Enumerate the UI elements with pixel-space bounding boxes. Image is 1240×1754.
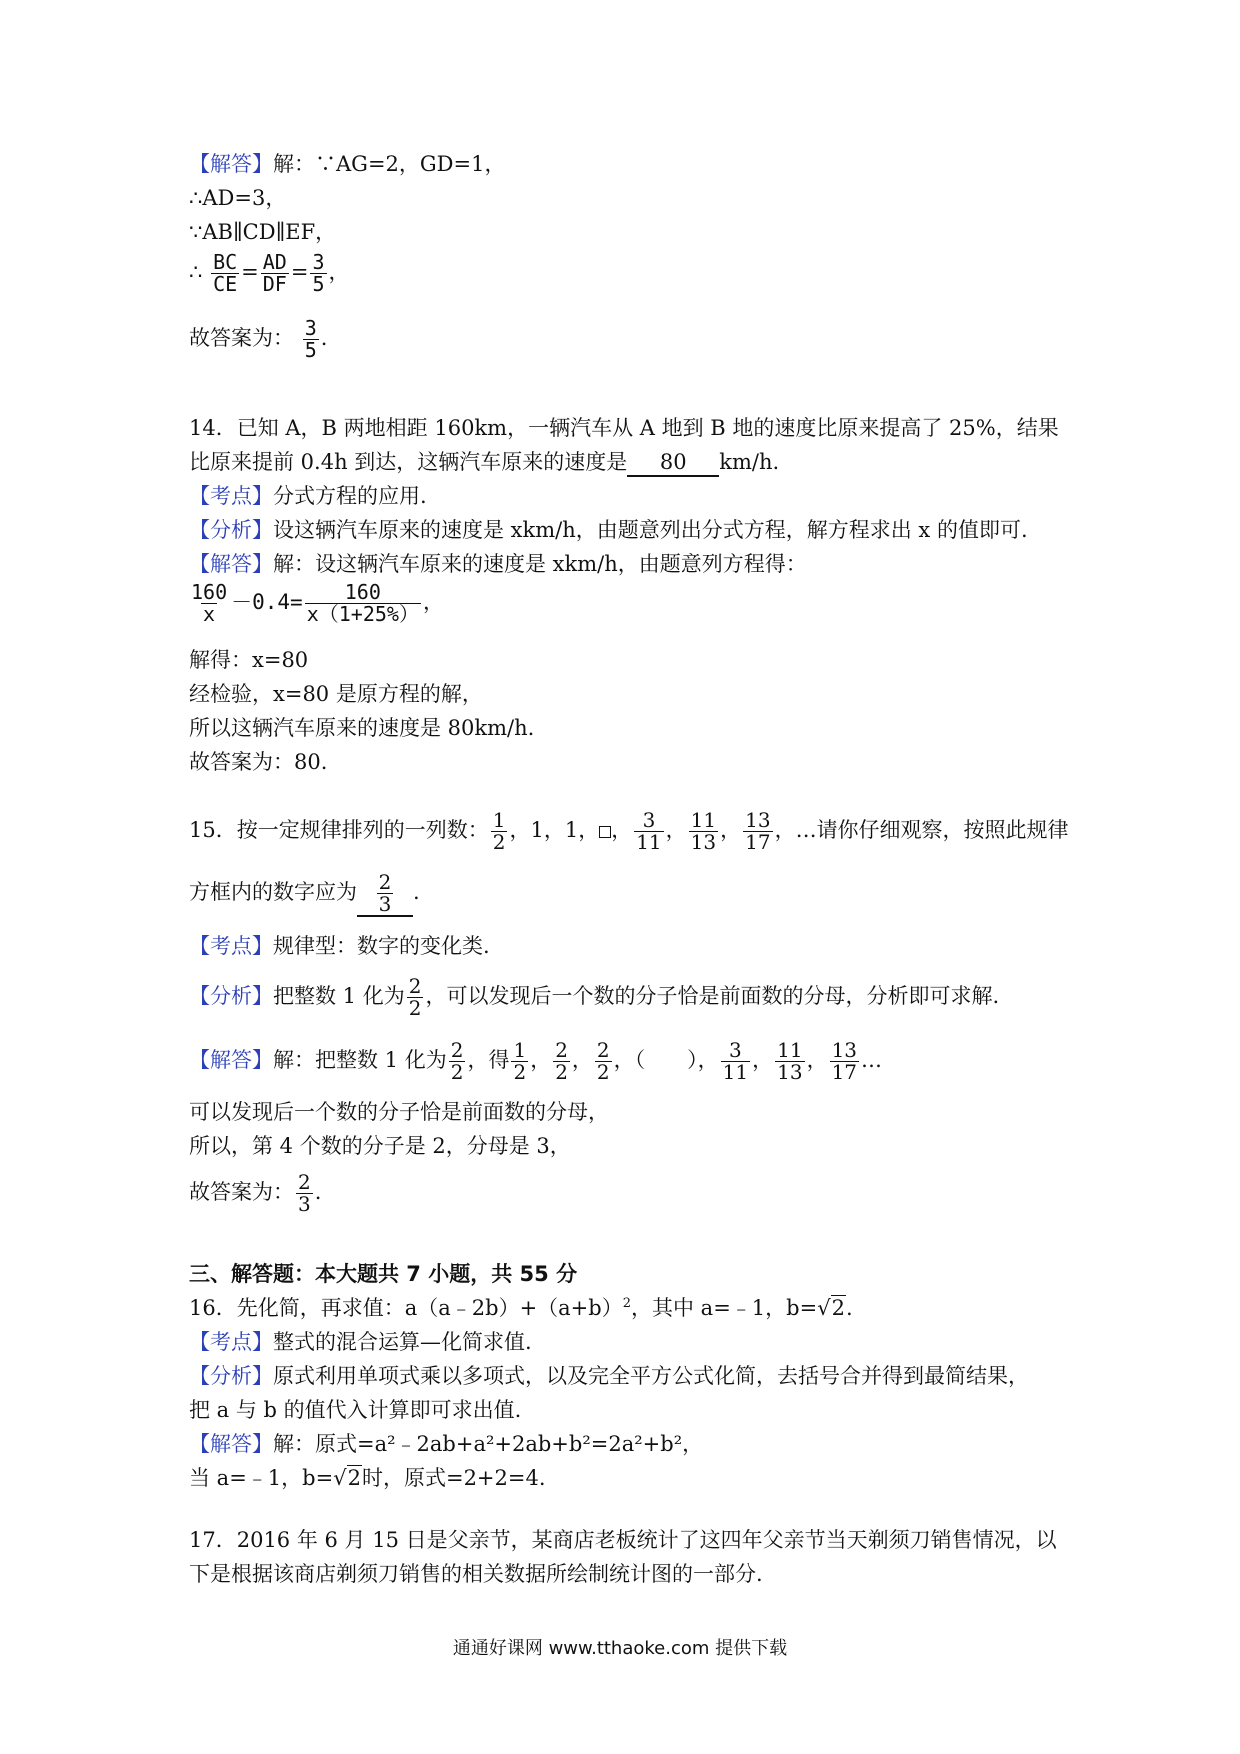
fraction-160-x-125: $\frac{160}{x(1+25\%)}$ [306, 580, 419, 626]
blank-box-icon [599, 826, 611, 838]
q16-answer: 【解答】解：原式=a²﹣2ab+a²+2ab+b²=2a²+b²， [189, 1432, 704, 1456]
q15-stem-line2: 方框内的数字应为 $\frac{2}{3}$ . [189, 870, 420, 916]
q16-analysis2: 把 a 与 b 的值代入计算即可求出值. [189, 1398, 522, 1422]
q15-final-answer: 故答案为： $\frac{2}{3}$ . [189, 1170, 322, 1216]
q15-topic: 【考点】规律型：数字的变化类. [189, 934, 490, 958]
q15-stem-line1: 15．按一定规律排列的一列数： $\frac{1}{2}$ ，1，1， ， $\frac{3}{11}$ ， $\frac{11}{13}$ ， $\frac{13}{17}$ ，…请你仔细观察，按照此规律 [189, 808, 1069, 854]
q17-stem-line2: 下是根据该商店剃须刀销售的相关数据所绘制统计图的一部分. [189, 1562, 763, 1586]
fraction-3-5: $\frac{3}{5}$ [312, 250, 325, 296]
q14-analysis: 【分析】设这辆汽车原来的速度是 xkm/h，由题意列出分式方程，解方程求出 x 的值即可. [189, 518, 1028, 542]
q16-stem: 16．先化简，再求值：$a(a﹣2b)+(a+b)^2$，其中 a=﹣1，b=√2. [189, 1296, 853, 1320]
q14-step1: 解得：x=80 [189, 648, 309, 672]
q13-final-answer: 故答案为： $\frac{3}{5}$ . [189, 316, 328, 362]
section-heading: 三、解答题：本大题共 7 小题，共 55 分 [189, 1262, 578, 1286]
q15-analysis: 【分析】把整数 1 化为 $\frac{2}{2}$ ，可以发现后一个数的分子恰是前面数的分母，分析即可求解. [189, 974, 1000, 1020]
answer-blank: $\frac{2}{3}$ [357, 872, 413, 917]
q14-answer: 【解答】解：设这辆汽车原来的速度是 xkm/h，由题意列方程得： [189, 552, 807, 576]
q15-answer: 【解答】解：把整数 1 化为 $\frac{2}{2}$ ，得 $\frac{1}{2}$ ， $\frac{2}{2}$ ， $\frac{2}{2}$ ，（ ）， $\frac{3}{11}$ ， $\frac{11}{13}$ ， $\frac{13}{17}$ … [189, 1038, 883, 1084]
q16-analysis1: 【分析】原式利用单项式乘以多项式，以及完全平方公式化简，去括号合并得到最简结果， [189, 1364, 1029, 1388]
q16-topic: 【考点】整式的混合运算—化简求值. [189, 1330, 532, 1354]
q14-step3: 所以这辆汽车原来的速度是 80km/h. [189, 716, 535, 740]
q14-step4: 故答案为：80. [189, 750, 328, 774]
q14-step2: 经检验，x=80 是原方程的解， [189, 682, 483, 706]
q13-ratio-line: ∴ $\frac{BC}{CE}$ = $\frac{AD}{DF}$ = $\frac{3}{5}$ ， [189, 250, 350, 296]
q15-step1: 可以发现后一个数的分子恰是前面数的分母， [189, 1100, 609, 1124]
q15-step2: 所以，第 4 个数的分子是 2，分母是 3， [189, 1134, 571, 1158]
q14-stem-line2: 比原来提前 0.4h 到达，这辆汽车原来的速度是 80 km/h. [189, 450, 779, 477]
page-footer: 通通好课网 www.tthaoke.com 提供下载 [452, 1638, 788, 1659]
q14-topic: 【考点】分式方程的应用. [189, 484, 427, 508]
q14-equation: $\frac{160}{x}$ －0.4= $\frac{160}{x(1+25\%)}$ ， [191, 580, 444, 626]
fraction-1-2: $\frac{1}{2}$ [492, 808, 506, 854]
q13-answer-line1: 【解答】解：∵AG=2，GD=1， [189, 152, 506, 176]
q17-stem-line1: 17．2016 年 6 月 15 日是父亲节，某商店老板统计了这四年父亲节当天剃须刀销售情况，以 [189, 1528, 1057, 1552]
q14-stem-line1: 14．已知 A，B 两地相距 160km，一辆汽车从 A 地到 B 地的速度比原来提高了 25%，结果 [189, 416, 1059, 440]
answer-fraction: $\frac{3}{5}$ [304, 316, 317, 362]
q16-step1: 当 a=﹣1，b=√2时，原式=2+2=4. [189, 1466, 546, 1490]
q13-line3: ∵AB∥CD∥EF， [189, 220, 337, 244]
fraction-160-x: $\frac{160}{x}$ [191, 580, 228, 626]
answer-blank: 80 [627, 450, 719, 477]
q13-line2: ∴AD=3， [189, 186, 287, 210]
fraction-ad-df: $\frac{AD}{DF}$ [262, 250, 287, 296]
fraction-bc-ce: $\frac{BC}{CE}$ [213, 250, 238, 296]
sqrt-2: √2 [817, 1296, 845, 1320]
